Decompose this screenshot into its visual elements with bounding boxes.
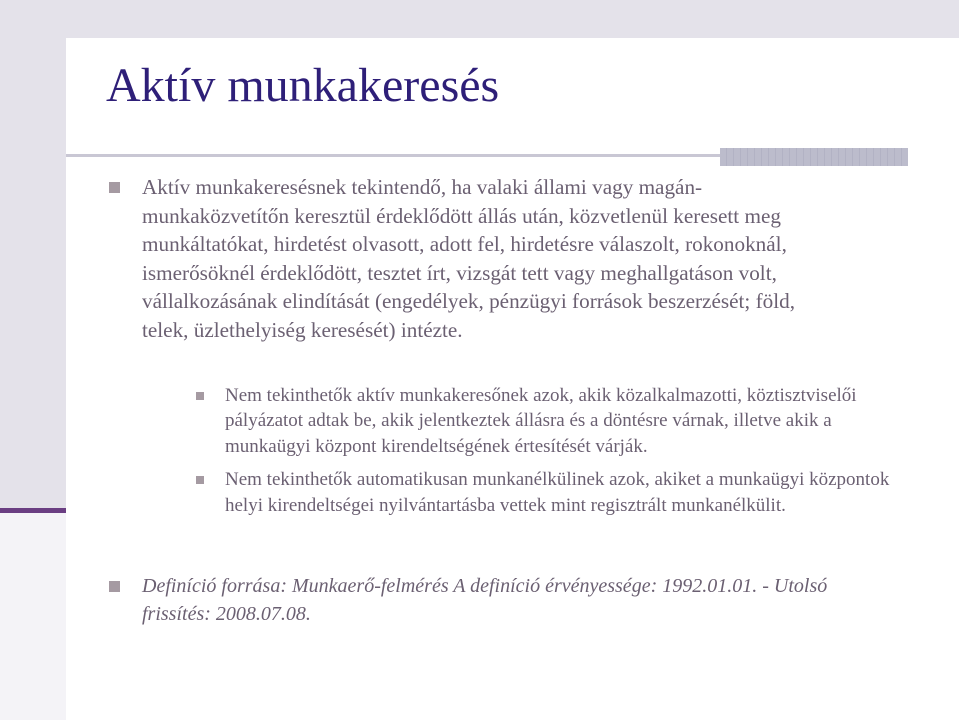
slide-title: Aktív munkakeresés	[106, 59, 500, 112]
sub-bullet-1	[190, 383, 890, 459]
left-lower-band	[0, 512, 66, 720]
square-bullet-icon	[109, 581, 120, 592]
sub-bullet-2	[190, 467, 890, 518]
bullet-main	[106, 173, 846, 345]
top-frame-band	[66, 0, 959, 38]
title-rule-right	[720, 148, 908, 166]
title-rule-left	[66, 154, 720, 157]
bullet-main-text: Aktív munkakeresésnek tekintendő, ha valaki állami vagy magán-munkaközvetítőn keresztül érdeklődött állás után, közvetlenül keresett meg munkáltatókat, hirdetést olvasott, adott fel, hirdetésre válaszolt, rokonoknál, ismerősöknél érdeklődött, tesztet írt, vizsgát tett vagy meghallgatáson volt, vállalkozásának elindítását (engedélyek, pénzügyi források beszerzését; föld, telek, üzlethelyiség keresését) intézte.	[142, 175, 796, 342]
sub-bullet-list	[190, 383, 890, 518]
sub-bullet-1-text: Nem tekinthetők aktív munkakeresőnek azok, akik közalkalmazotti, köztisztviselői pályázatot adtak be, akik jelentkeztek állásra és a döntésre várnak, illetve akik a munkaügyi központ kirendeltségének értesítését várják.	[225, 385, 857, 457]
source-bullet	[106, 572, 886, 628]
square-bullet-icon	[109, 182, 120, 193]
left-accent-line	[0, 508, 66, 513]
left-frame-band	[0, 0, 66, 512]
source-text: Definíció forrása: Munkaerő-felmérés A definíció érvényessége: 1992.01.01. - Utolsó frissítés: 2008.07.08.	[142, 575, 828, 625]
small-square-bullet-icon	[196, 476, 204, 484]
sub-bullet-2-text: Nem tekinthetők automatikusan munkanélkülinek azok, akiket a munkaügyi központok helyi kirendeltségei nyilvántartásba vettek mint regisztrált munkanélkülit.	[225, 469, 890, 516]
small-square-bullet-icon	[196, 392, 204, 400]
